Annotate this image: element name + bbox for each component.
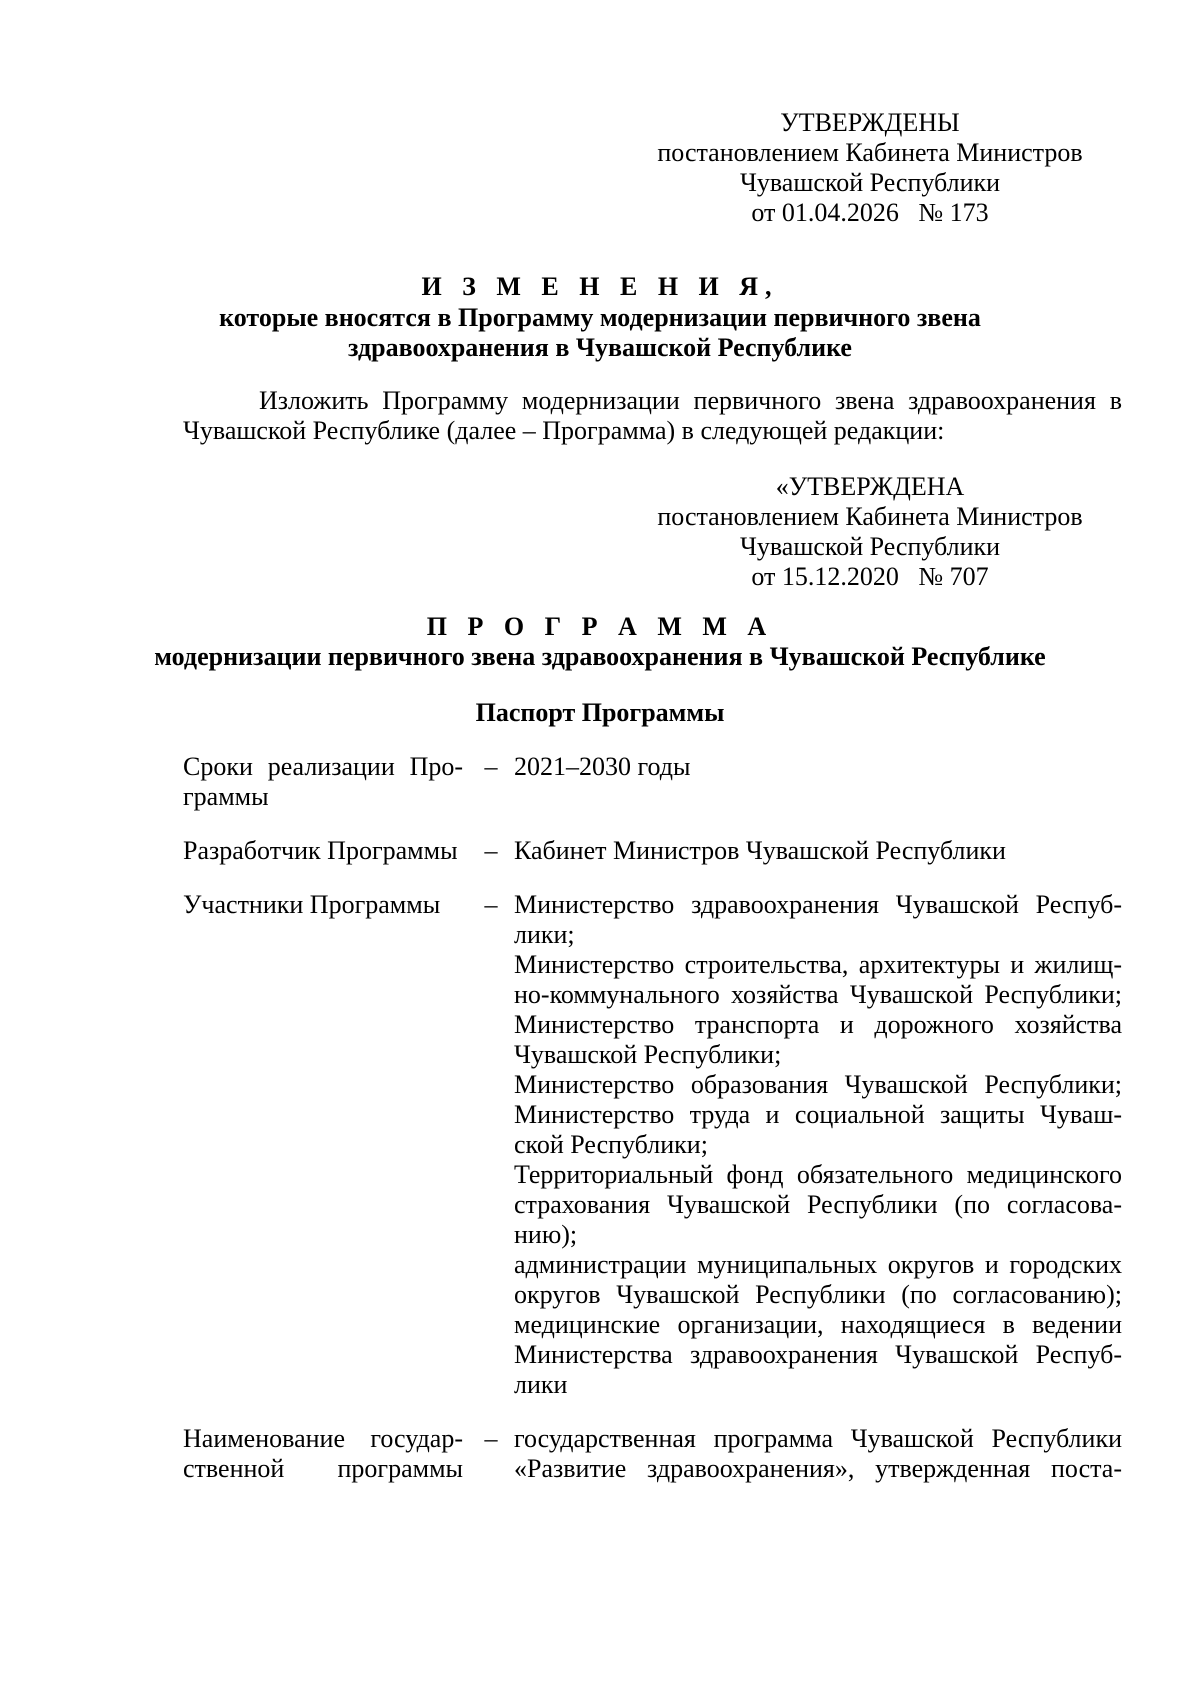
- program-title: П Р О Г Р А М М А: [426, 612, 774, 641]
- intro-paragraph-line: Чувашской Республике (далее – Программа) в следующей редакции:: [183, 416, 945, 445]
- passport-dash: –: [484, 1424, 498, 1453]
- passport-value-line: Кабинет Министров Чувашской Республики: [514, 836, 1006, 865]
- passport-value-line: Чувашской Республики;: [514, 1040, 782, 1069]
- passport-value-line: Министерства здравоохранения Чувашской Респуб-: [514, 1340, 1122, 1369]
- passport-dash: –: [484, 752, 498, 781]
- program-subtitle: модернизации первичного звена здравоохранения в Чувашской Республике: [154, 642, 1046, 671]
- approval-line: постановлением Кабинета Министров: [657, 138, 1083, 167]
- passport-value-line: 2021–2030 годы: [514, 752, 691, 781]
- passport-value-line: государственная программа Чувашской Республики: [514, 1424, 1122, 1453]
- passport-label-line: Сроки реализации Про-: [183, 752, 463, 781]
- passport-value-line: Министерство здравоохранения Чувашской Респуб-: [514, 890, 1122, 919]
- approval-line: Чувашской Республики: [739, 532, 1001, 561]
- passport-label-line: ственной программы: [183, 1454, 463, 1483]
- passport-heading: Паспорт Программы: [475, 698, 725, 727]
- passport-value-line: Территориальный фонд обязательного медицинского: [514, 1160, 1122, 1189]
- passport-value-line: страхования Чувашской Республики (по согласова-: [514, 1190, 1122, 1219]
- intro-paragraph-line: Изложить Программу модернизации первичного звена здравоохранения в: [259, 386, 1122, 415]
- changes-subtitle: которые вносятся в Программу модернизации первичного звена: [219, 303, 981, 332]
- approval-date-number: от 15.12.2020 № 707: [751, 562, 989, 591]
- changes-subtitle: здравоохранения в Чувашской Республике: [348, 333, 852, 362]
- passport-value-line: медицинские организации, находящиеся в ведении: [514, 1310, 1122, 1339]
- passport-value-line: Министерство труда и социальной защиты Чуваш-: [514, 1100, 1122, 1129]
- passport-value-line: лики: [514, 1370, 568, 1399]
- passport-value-line: Министерство образования Чувашской Республики;: [514, 1070, 1122, 1099]
- passport-value-line: администрации муниципальных округов и городских: [514, 1250, 1122, 1279]
- approval-line: Чувашской Республики: [739, 168, 1001, 197]
- passport-value-line: нию);: [514, 1220, 578, 1249]
- passport-value-line: Министерство строительства, архитектуры и жилищ-: [514, 950, 1122, 979]
- approval-date-number: от 01.04.2026 № 173: [751, 198, 989, 227]
- passport-value-line: округов Чувашской Республики (по согласованию);: [514, 1280, 1122, 1309]
- passport-value-line: «Развитие здравоохранения», утвержденная поста-: [514, 1454, 1122, 1483]
- passport-value-line: ской Республики;: [514, 1130, 708, 1159]
- approval-title: «УТВЕРЖДЕНА: [775, 472, 965, 501]
- passport-dash: –: [484, 890, 498, 919]
- approval-line: постановлением Кабинета Министров: [657, 502, 1083, 531]
- passport-label-line: граммы: [183, 782, 269, 811]
- passport-value-line: Министерство транспорта и дорожного хозяйства: [514, 1010, 1122, 1039]
- passport-value-line: лики;: [514, 920, 575, 949]
- passport-value-line: но-коммунального хозяйства Чувашской Республики;: [514, 980, 1122, 1009]
- passport-label-line: Участники Программы: [183, 890, 441, 919]
- passport-label-line: Наименование государ-: [183, 1424, 463, 1453]
- passport-dash: –: [484, 836, 498, 865]
- approval-title: УТВЕРЖДЕНЫ: [780, 108, 960, 137]
- passport-label-line: Разработчик Программы: [183, 836, 458, 865]
- changes-title: И З М Е Н Е Н И Я,: [421, 272, 779, 301]
